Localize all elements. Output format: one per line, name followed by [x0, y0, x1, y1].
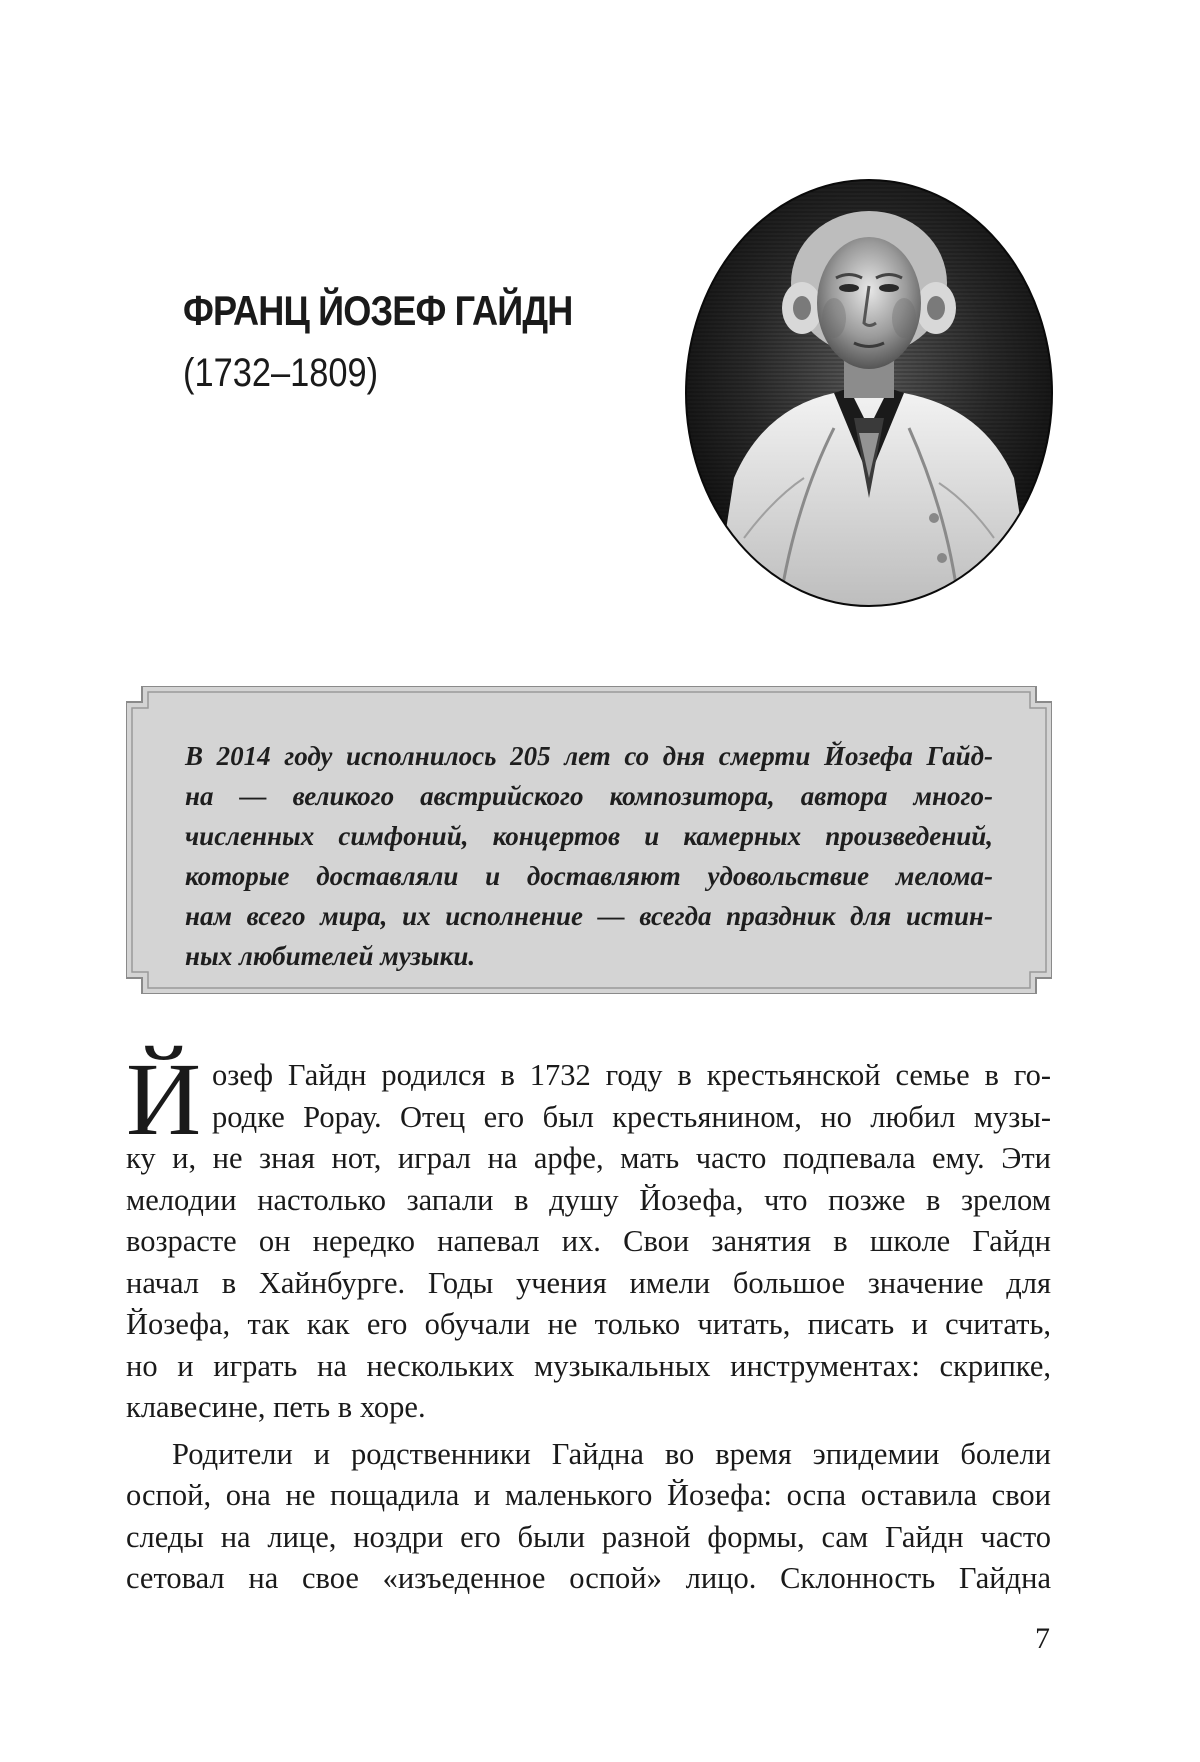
drop-cap: Й: [126, 1042, 202, 1157]
text-line: Родители и родственники Гайдна во время эпидемии болели: [172, 1436, 1051, 1471]
text-line: ку и, не зная нот, играл на арфе, мать часто подпевала ему. Эти: [126, 1141, 1051, 1175]
text-line: Йозефа, так как его обучали не только читать, писать и считать,: [126, 1307, 1051, 1341]
callout-line: которые доставляли и доставляют удовольствие мелома-: [185, 861, 993, 891]
portrait-icon: [684, 178, 1054, 608]
page-number: 7: [1035, 1622, 1050, 1655]
callout-text: [185, 736, 993, 976]
text-line: но и играть на нескольких музыкальных инструментах: скрипке,: [126, 1348, 1051, 1383]
text-line: возрасте он нередко напевал их. Свои занятия в школе Гайдн: [126, 1224, 1051, 1258]
callout-line: численных симфоний, концертов и камерных произведений,: [185, 821, 993, 851]
life-years: (1732–1809): [183, 351, 379, 395]
text-line: родке Рорау. Отец его был крестьянином, но любил музы-: [212, 1099, 1051, 1134]
text-line: оспой, она не пощадила и маленького Йозефа: оспа оставила свои: [126, 1478, 1051, 1512]
text-line: клавесине, петь в хоре.: [126, 1390, 426, 1424]
text-line: следы на лице, ноздри его были разной формы, сам Гайдн часто: [126, 1519, 1051, 1554]
title-block: [183, 285, 653, 399]
callout-line: ных любителей музыки.: [185, 941, 476, 971]
callout-line: на — великого австрийского композитора, автора много-: [185, 781, 993, 811]
text-line: сетовал на свое «изъеденное оспой» лицо. Склонность Гайдна: [126, 1561, 1051, 1595]
text-line: начал в Хайнбурге. Годы учения имели большое значение для: [126, 1265, 1051, 1300]
page-title: ФРАНЦ ЙОЗЕФ ГАЙДН: [183, 287, 573, 334]
callout-line: нам всего мира, их исполнение — всегда праздник для истин-: [185, 901, 993, 931]
body-text: [126, 1042, 1051, 1600]
callout-box: [126, 686, 1052, 994]
text-line: мелодии настолько запали в душу Йозефа, что позже в зрелом: [126, 1182, 1051, 1217]
callout-line: В 2014 году исполнилось 205 лет со дня смерти Йозефа Гайд-: [185, 741, 993, 771]
text-line: озеф Гайдн родился в 1732 году в крестьянской семье в го-: [212, 1058, 1051, 1092]
